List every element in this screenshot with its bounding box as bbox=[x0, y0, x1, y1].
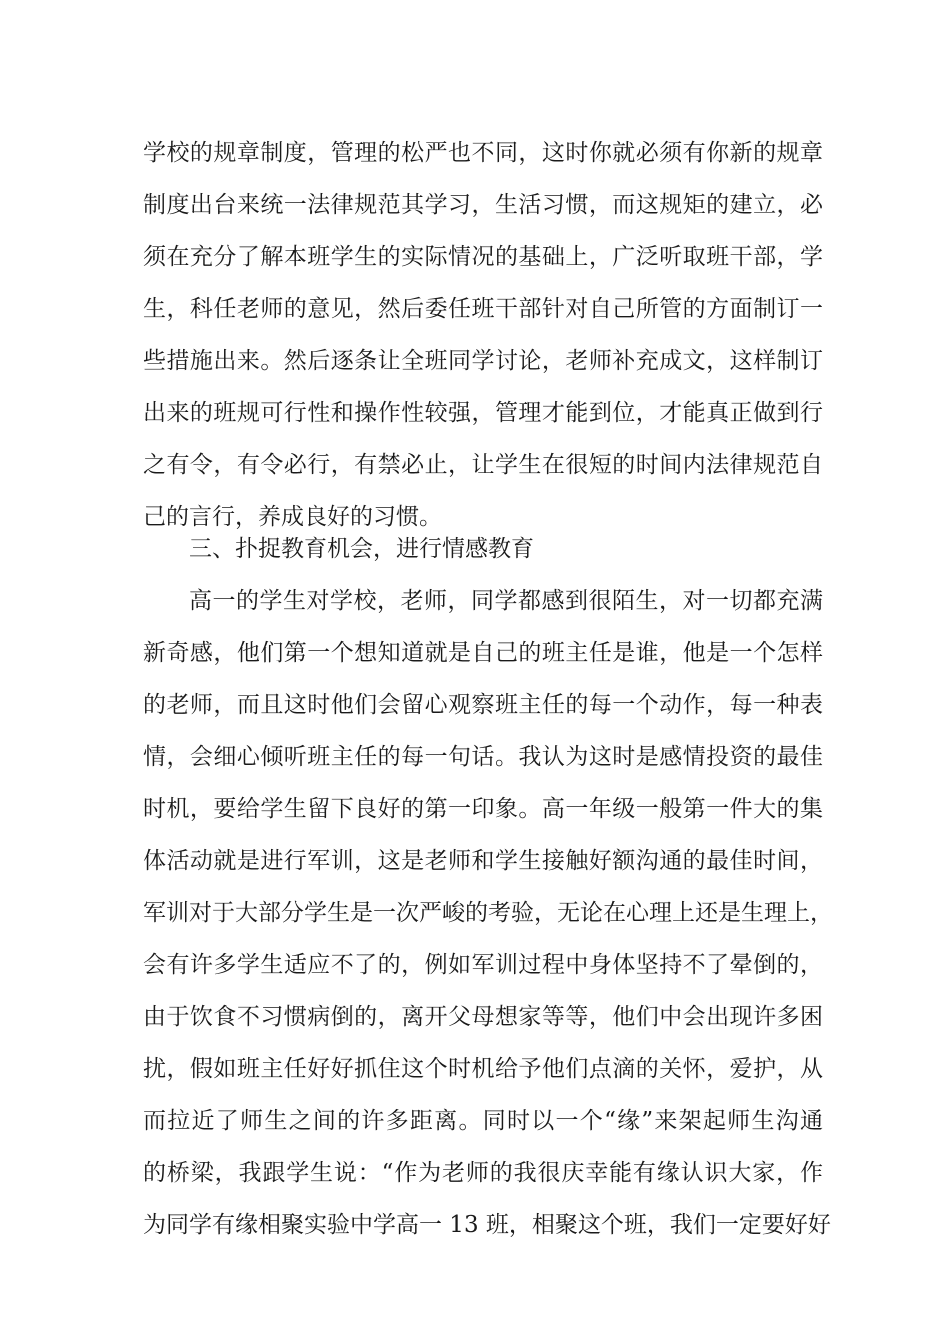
paragraph-line: 会有许多学生适应不了的，例如军训过程中身体坚持不了晕倒的， bbox=[143, 952, 823, 978]
paragraph-line: 须在充分了解本班学生的实际情况的基础上，广泛听取班干部，学 bbox=[143, 244, 823, 270]
paragraph-line: 之有令，有令必行，有禁必止，让学生在很短的时间内法律规范自 bbox=[143, 452, 823, 478]
paragraph-line: 情，会细心倾听班主任的每一句话。我认为这时是感情投资的最佳 bbox=[143, 744, 823, 770]
paragraph-line: 高一的学生对学校，老师，同学都感到很陌生，对一切都充满 bbox=[189, 588, 823, 614]
paragraph-line: 新奇感，他们第一个想知道就是自己的班主任是谁，他是一个怎样 bbox=[143, 640, 823, 666]
paragraph-line: 由于饮食不习惯病倒的，离开父母想家等等，他们中会出现许多困 bbox=[143, 1004, 823, 1030]
paragraph-line: 出来的班规可行性和操作性较强，管理才能到位，才能真正做到行 bbox=[143, 400, 823, 426]
paragraph-line: 为同学有缘相聚实验中学高一 13 班，相聚这个班，我们一定要好好 bbox=[143, 1212, 831, 1238]
paragraph-line: 学校的规章制度，管理的松严也不同，这时你就必须有你新的规章 bbox=[143, 140, 823, 166]
paragraph-line: 而拉近了师生之间的许多距离。同时以一个“缘”来架起师生沟通 bbox=[143, 1108, 823, 1134]
paragraph-line: 些措施出来。然后逐条让全班同学讨论，老师补充成文，这样制订 bbox=[143, 348, 823, 374]
paragraph-line: 己的言行，养成良好的习惯。 bbox=[143, 504, 442, 530]
paragraph-line: 军训对于大部分学生是一次严峻的考验，无论在心理上还是生理上， bbox=[143, 900, 833, 926]
section-heading: 三、扑捉教育机会，进行情感教育 bbox=[189, 536, 534, 562]
paragraph-line: 时机，要给学生留下良好的第一印象。高一年级一般第一件大的集 bbox=[143, 796, 823, 822]
paragraph-line: 扰，假如班主任好好抓住这个时机给予他们点滴的关怀，爱护，从 bbox=[143, 1056, 823, 1082]
paragraph-line: 体活动就是进行军训，这是老师和学生接触好额沟通的最佳时间， bbox=[143, 848, 823, 874]
paragraph-line: 的老师，而且这时他们会留心观察班主任的每一个动作，每一种表 bbox=[143, 692, 823, 718]
paragraph-line: 生，科任老师的意见，然后委任班干部针对自己所管的方面制订一 bbox=[143, 296, 823, 322]
paragraph-class-rules bbox=[143, 127, 823, 543]
paragraph-line: 制度出台来统一法律规范其学习，生活习惯，而这规矩的建立，必 bbox=[143, 192, 823, 218]
paragraph-emotional-education bbox=[143, 575, 833, 1251]
paragraph-line: 的桥梁，我跟学生说：“作为老师的我很庆幸能有缘认识大家，作 bbox=[143, 1160, 823, 1186]
